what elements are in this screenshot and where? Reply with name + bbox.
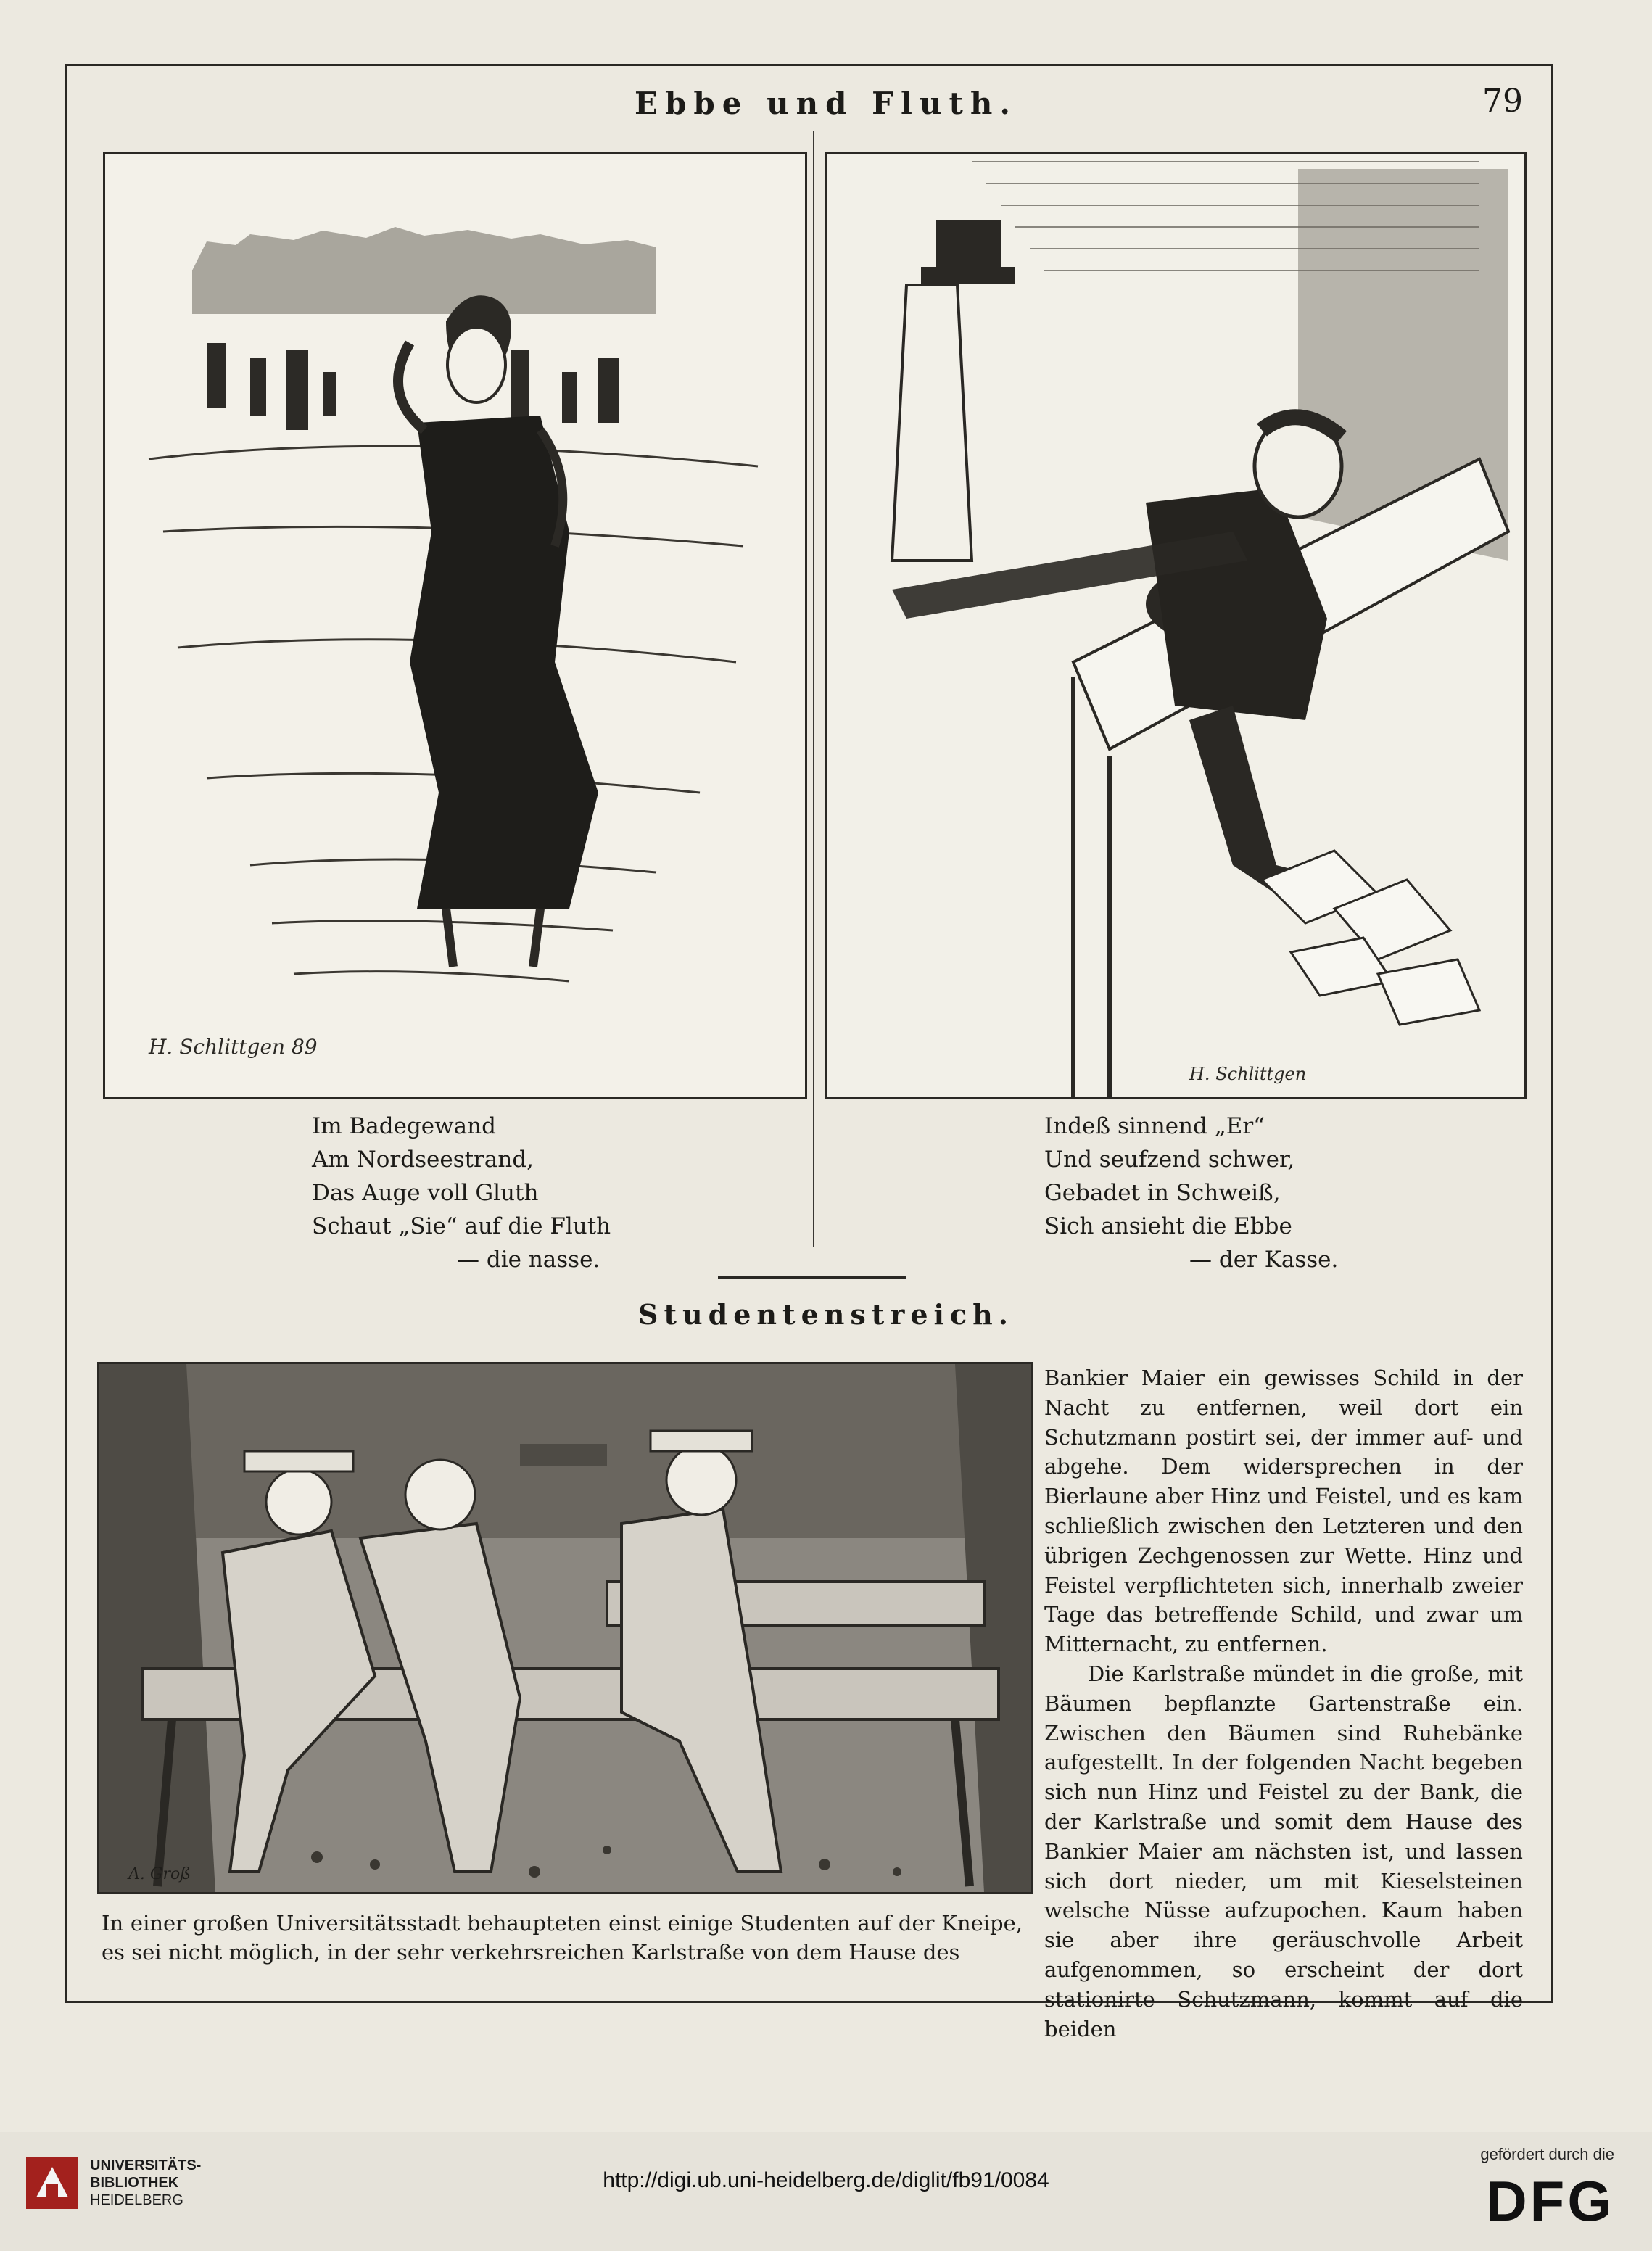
page-header-title: Ebbe und Fluth. — [634, 86, 1018, 121]
illustration-students — [97, 1362, 1033, 1894]
bottom-signature: A. Groß — [128, 1865, 191, 1883]
poem-left-line-5: — die nasse. — [457, 1247, 600, 1273]
poem-left — [312, 1110, 611, 1276]
poem-right-line-2: Und seufzend schwer, — [1044, 1147, 1295, 1173]
poem-right-line-1: Indeß sinnend „Er“ — [1044, 1113, 1265, 1139]
column-divider — [813, 131, 814, 1247]
poem-right-line-4: Sich ansieht die Ebbe — [1044, 1213, 1292, 1239]
funding-note: gefördert durch die — [1480, 2145, 1614, 2163]
section-divider — [718, 1276, 906, 1279]
article-right-column — [1044, 1363, 1523, 2044]
article-paragraph: Die Karlstraße mündet in die große, mit Bäumen bepflanzte Gartenstraße ein. Zwischen den Bäumen sind Ruhebänke aufgestellt. In der folgenden Nacht begeben sich nun Hinz und Feistel zu der Bank, die der Karlstraße und somit dem Hause des Bankier Maier am nächsten ist, und lassen sich dort nieder, um mit Kieselsteinen welsche Nüsse aufzupochen. Kaum haben sie aber ihre geräuschvolle Arbeit aufgenommen, so erscheint der dort stationirte Schutzmann, kommt auf die beiden — [1044, 1661, 1523, 2041]
university-name-line-2: BIBLIOTHEK — [90, 2175, 179, 2191]
poem-left-line-1: Im Badegewand — [312, 1113, 496, 1139]
right-signature: H. Schlittgen — [1189, 1064, 1307, 1084]
poem-left-line-3: Das Auge voll Gluth — [312, 1180, 539, 1206]
permalink-url[interactable]: http://digi.ub.uni-heidelberg.de/diglit/fb91/0084 — [603, 2168, 1049, 2192]
poem-right-line-3: Gebadet in Schweiß, — [1044, 1180, 1281, 1206]
university-name-line-3: HEIDELBERG — [90, 2192, 183, 2208]
poem-right — [1044, 1110, 1338, 1276]
illustration-clerk — [825, 152, 1527, 1099]
page-number: 79 — [1482, 83, 1523, 120]
dfg-logo[interactable]: DFG — [1486, 2169, 1614, 2233]
illustration-bather — [103, 152, 807, 1099]
article-intro: In einer großen Universitätsstadt behaupteten einst einige Studenten auf der Kneipe, es sei nicht möglich, in der sehr verkehrsreichen Karlstraße von dem Hause des — [102, 1911, 1023, 1965]
poem-left-line-2: Am Nordseestrand, — [312, 1147, 534, 1173]
section-title: Studentenstreich. — [638, 1298, 1014, 1331]
left-signature: H. Schlittgen 89 — [149, 1035, 318, 1059]
poem-right-line-5: — der Kasse. — [1189, 1247, 1339, 1273]
article-paragraph: Bankier Maier ein gewisses Schild in der Nacht zu entfernen, weil dort ein Schutzmann postirt sei, der immer auf- und abgehe. Dem widersprechen in der Bierlaune aber Hinz und Feistel, und es kam schließlich zwischen den Letzteren und den übrigen Zechgenossen zur Wette. Hinz und Feistel verpflichteten sich, innerhalb zweier Tage das betreffende Schild, und zwar um Mitternacht, zu entfernen. — [1044, 1366, 1523, 1657]
university-name-line-1: UNIVERSITÄTS- — [90, 2157, 202, 2173]
poem-left-line-4: Schaut „Sie“ auf die Fluth — [312, 1213, 611, 1239]
